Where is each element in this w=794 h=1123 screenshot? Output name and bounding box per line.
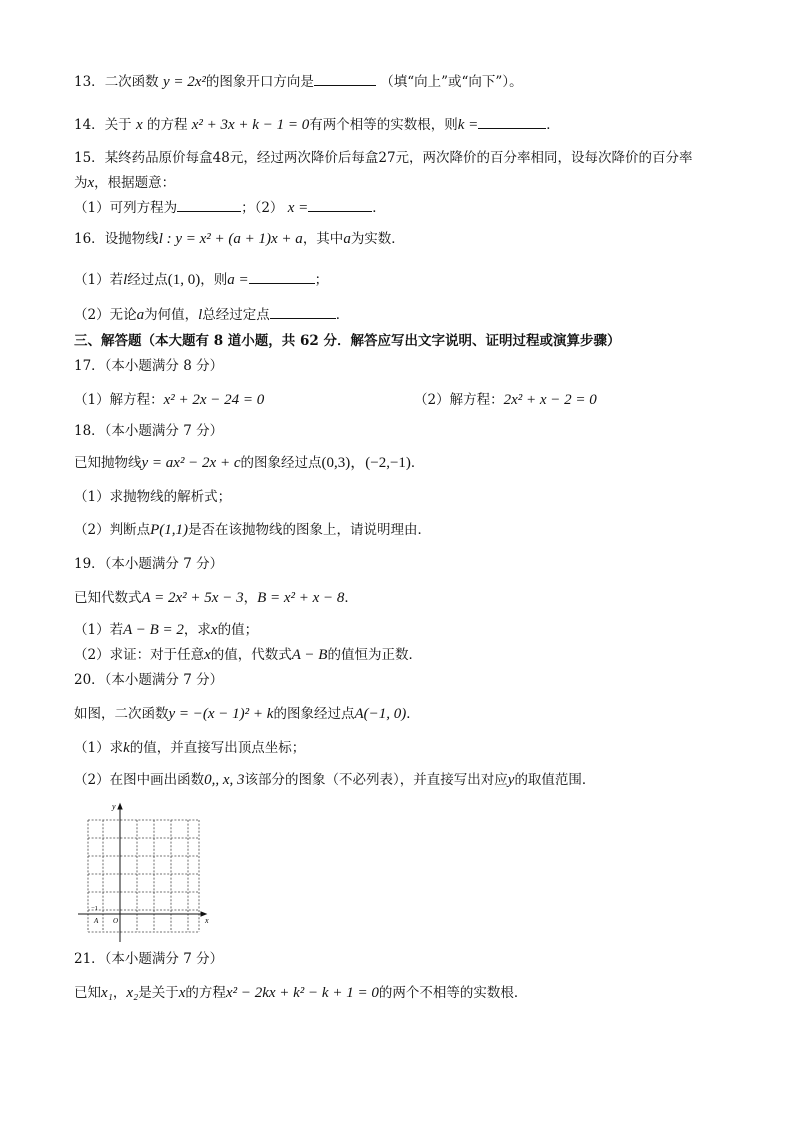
answer-blank[interactable] <box>314 72 376 86</box>
equation: y = 2x² <box>162 74 206 90</box>
question-13: 13．二次函数 y = 2x²的图象开口方向是 （填“向上”或“向下”）。 <box>74 74 523 90</box>
question-18: 已知抛物线y = ax² − 2x + c的图象经过点(0,3)，(−2,−1)． <box>74 455 425 471</box>
question-17-heading: 17．（本小题满分 8 分） <box>74 358 224 374</box>
question-17-part2: （2）解方程：2x² + x − 2 = 0 <box>414 392 597 408</box>
equation: 2x² + x − 2 = 0 <box>503 392 597 408</box>
question-18-heading: 18．（本小题满分 7 分） <box>74 423 224 439</box>
y-axis-arrow <box>118 804 122 809</box>
question-21-heading: 21．（本小题满分 7 分） <box>74 951 224 967</box>
question-18-part1: （1）求抛物线的解析式； <box>74 489 232 505</box>
question-17-part1: （1）解方程：x² + 2x − 24 = 0 <box>74 392 265 408</box>
equation: y = −(x − 1)² + k <box>168 706 274 722</box>
equation: x² + 3x + k − 1 = 0 <box>191 117 310 133</box>
answer-blank[interactable] <box>308 198 372 212</box>
question-15-parts: （1）可列方程为 ；（2） x = ． <box>74 200 386 216</box>
question-18-part2: （2）判断点P(1,1)是否在该抛物线的图象上，请说明理由． <box>74 522 431 538</box>
y-axis-label: y <box>112 802 116 811</box>
answer-blank[interactable] <box>249 270 315 284</box>
question-19-part1: （1）若A − B = 2，求x的值； <box>74 622 259 638</box>
grid-lines <box>88 820 199 932</box>
coordinate-grid-figure <box>78 800 213 948</box>
question-21: 已知x₁，x₂是关于x的方程x² − 2kx + k² − k + 1 = 0的两个不相等的实数根． <box>74 985 528 1001</box>
question-20-heading: 20．（本小题满分 7 分） <box>74 672 224 688</box>
question-15-line2: 为x，根据题意： <box>74 175 176 191</box>
equation: B = x² + x − 8 <box>257 590 345 606</box>
answer-blank[interactable] <box>177 198 241 212</box>
equation: A = 2x² + 5x − 3 <box>141 590 244 606</box>
question-14: 14．关于 x 的方程 x² + 3x + k − 1 = 0有两个相等的实数根，则k = ． <box>74 117 560 133</box>
answer-blank[interactable] <box>478 115 546 129</box>
question-19-heading: 19．（本小题满分 7 分） <box>74 556 224 572</box>
question-19-part2: （2）求证：对于任意x的值，代数式A − B的值恒为正数． <box>74 647 422 663</box>
equation: x² − 2kx + k² − k + 1 = 0 <box>225 985 379 1001</box>
answer-blank[interactable] <box>270 305 336 319</box>
question-16: 16．设抛物线l : y = x² + (a + 1)x + a，其中a为实数． <box>74 231 405 247</box>
question-20-part2: （2）在图中画出函数0,, x, 3该部分的图象（不必列表），并直接写出对应y的取值范围． <box>74 772 596 788</box>
x-axis-label: x <box>205 916 209 925</box>
question-16-part1: （1）若l经过点(1, 0)，则a = ； <box>74 272 329 288</box>
equation: l : y = x² + (a + 1)x + a <box>158 231 303 247</box>
section-3-heading: 三、解答题（本大题有 8 道小题，共 62 分．解答应写出文字说明、证明过程或演算步骤） <box>74 333 621 349</box>
question-16-part2: （2）无论a为何值，l总经过定点 ． <box>74 307 350 323</box>
equation: x² + 2x − 24 = 0 <box>163 392 265 408</box>
question-15: 15．某终药品原价每盒48元，经过两次降价后每盒27元，两次降价的百分率相同，设每次降价的百分率 <box>74 150 693 166</box>
equation: y = ax² − 2x + c <box>141 455 241 471</box>
minus-one-label: −1 <box>91 905 98 912</box>
point-a-label: A <box>94 917 99 925</box>
question-20-part1: （1）求k的值，并直接写出顶点坐标； <box>74 740 306 756</box>
question-19: 已知代数式A = 2x² + 5x − 3，B = x² + x − 8． <box>74 590 358 606</box>
question-20: 如图，二次函数y = −(x − 1)² + k的图象经过点A(−1, 0)． <box>74 706 420 722</box>
origin-label: O <box>113 917 119 925</box>
